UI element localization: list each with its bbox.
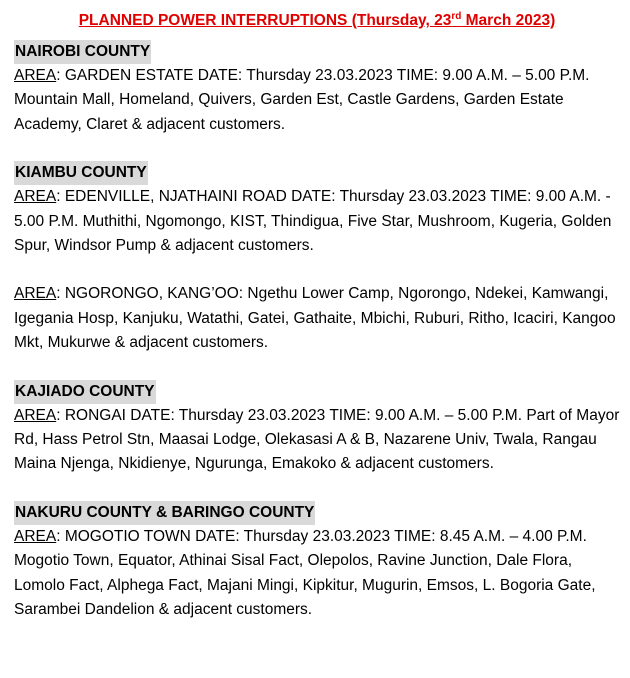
area-text: : EDENVILLE, NJATHAINI ROAD DATE: Thursday 23.03.2023 TIME: 9.00 A.M. - 5.00 P.M. Muthithi, Ngomongo, KIST, Thindigua, Five Star, Mushroom, Kugeria, Golden Spur, Windsor Pump & adjacent customers. [14, 188, 612, 255]
area-label: AREA [14, 188, 57, 206]
title-prefix: PLANNED POWER INTERRUPTIONS (Thursday, 23 [78, 12, 452, 29]
section-kiambu [14, 161, 620, 355]
area-paragraph [14, 404, 620, 477]
area-paragraph [14, 282, 620, 355]
area-paragraph [14, 185, 620, 258]
section-nakuru-baringo [14, 501, 620, 623]
title-superscript: rd [451, 10, 462, 22]
area-text: : MOGOTIO TOWN DATE: Thursday 23.03.2023 TIME: 8.45 A.M. – 4.00 P.M. Mogotio Town, Equator, Athinai Sisal Fact, Olepolos, Ravine Junction, Dale Flora, Lomolo Fact, Alphega Fact, Majani Mingi, Kipkitur, Mugurin, Emsos, L. Bogoria Gate, Sarambei Dandelion & adjacent customers. [14, 527, 596, 619]
county-heading: NAIROBI COUNTY [14, 40, 151, 64]
area-paragraph [14, 64, 620, 137]
area-text: : RONGAI DATE: Thursday 23.03.2023 TIME: 9.00 A.M. – 5.00 P.M. Part of Mayor Rd, Hass Petrol Stn, Maasai Lodge, Olekasasi A & B, Nazarene Univ, Twala, Rangau Maina Njenga, Nkidienye, Ngurunga, Emakoko & adjacent customers. [14, 406, 620, 473]
area-label: AREA [14, 406, 57, 424]
county-heading: NAKURU COUNTY & BARINGO COUNTY [14, 501, 315, 525]
document-page [14, 8, 620, 647]
area-label: AREA [14, 67, 57, 84]
area-text: : GARDEN ESTATE DATE: Thursday 23.03.2023 TIME: 9.00 A.M. – 5.00 P.M. Mountain Mall, Homeland, Quivers, Garden Est, Castle Gardens, Garden Estate Academy, Claret & adjacent customers. [14, 67, 590, 133]
section-kajiado [14, 380, 620, 477]
county-heading: KIAMBU COUNTY [14, 161, 148, 185]
section-nairobi [14, 40, 620, 137]
page-title [14, 8, 620, 34]
area-label: AREA [14, 527, 57, 545]
county-heading: KAJIADO COUNTY [14, 380, 156, 404]
area-label: AREA [14, 285, 57, 303]
title-suffix: March 2023) [461, 12, 556, 29]
area-text: : NGORONGO, KANG’OO: Ngethu Lower Camp, Ngorongo, Ndekei, Kamwangi, Igegania Hosp, Kanjuku, Watathi, Gatei, Gathaite, Mbichi, Ruburi, Ritho, Icaciri, Kangoo Mkt, Mukurwe & adjacent customers. [14, 285, 616, 352]
area-paragraph [14, 525, 620, 623]
